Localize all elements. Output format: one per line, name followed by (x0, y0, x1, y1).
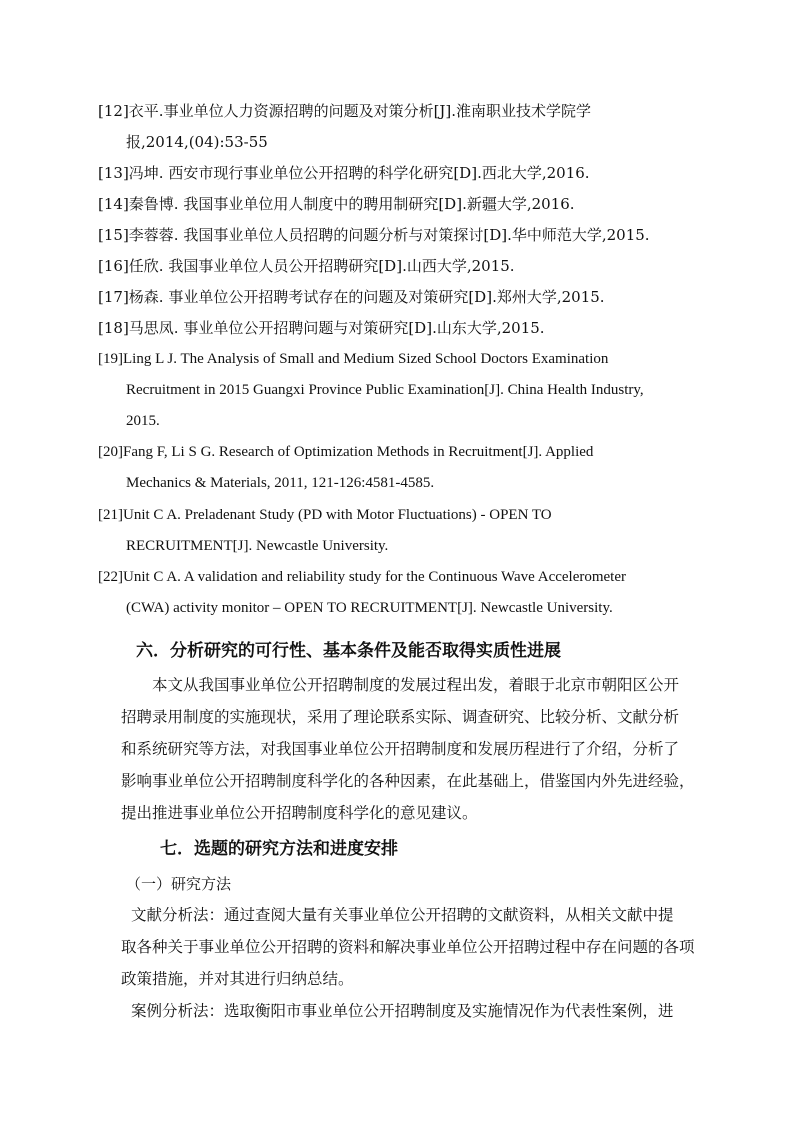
reference-number: [22] (98, 569, 123, 585)
reference-18 (98, 313, 698, 344)
reference-19 (98, 344, 698, 429)
reference-text-continued: 2015. (126, 413, 160, 429)
reference-number: [12] (98, 102, 129, 120)
section-7-paragraph-1-line: 政策措施，并对其进行归纳总结。 (121, 970, 354, 988)
reference-text: Ling L J. The Analysis of Small and Medium Sized School Doctors Examination (123, 351, 609, 367)
reference-22 (98, 562, 698, 616)
section-7-subheading: （一）研究方法 (126, 875, 232, 893)
reference-text: 冯坤. 西安市现行事业单位公开招聘的科学化研究[D].西北大学,2016. (128, 164, 590, 182)
reference-17 (98, 282, 698, 313)
reference-13 (98, 158, 698, 189)
section-7-heading: 七．选题的研究方法和进度安排 (160, 839, 398, 859)
reference-21 (98, 500, 698, 554)
reference-text-continued: 报,2014,(04):53-55 (126, 133, 268, 151)
reference-16 (98, 251, 698, 282)
section-7-paragraph-1-line: 文献分析法：通过查阅大量有关事业单位公开招聘的文献资料，从相关文献中提 (131, 906, 674, 924)
reference-text: Unit C A. Preladenant Study (PD with Motor Fluctuations) - OPEN TO (123, 507, 552, 523)
reference-text: 秦鲁博. 我国事业单位用人制度中的聘用制研究[D].新疆大学,2016. (128, 195, 575, 213)
reference-number: [17] (98, 288, 129, 306)
reference-text: Unit C A. A validation and reliability study for the Continuous Wave Accelerometer (123, 569, 627, 585)
reference-text: 马思凤. 事业单位公开招聘问题与对策研究[D].山东大学,2015. (128, 319, 545, 337)
reference-number: [13] (98, 164, 129, 182)
reference-text: 衣平.事业单位人力资源招聘的问题及对策分析[J].淮南职业技术学院学 (128, 102, 592, 120)
section-7-paragraph-1-line: 取各种关于事业单位公开招聘的资料和解决事业单位公开招聘过程中存在问题的各项 (121, 938, 695, 956)
section-6-paragraph-line: 招聘录用制度的实施现状，采用了理论联系实际、调查研究、比较分析、文献分析 (121, 708, 680, 726)
reference-number: [18] (98, 319, 129, 337)
reference-text: Fang F, Li S G. Research of Optimization Methods in Recruitment[J]. Applied (123, 444, 594, 460)
reference-12 (98, 96, 698, 151)
reference-text-continued: Mechanics & Materials, 2011, 121-126:4581-4585. (126, 475, 435, 491)
reference-text: 任欣. 我国事业单位人员公开招聘研究[D].山西大学,2015. (128, 257, 515, 275)
section-6-paragraph-line: 本文从我国事业单位公开招聘制度的发展过程出发，着眼于北京市朝阳区公开 (152, 676, 680, 694)
reference-text: 杨森. 事业单位公开招聘考试存在的问题及对策研究[D].郑州大学,2015. (128, 288, 605, 306)
reference-14 (98, 189, 698, 220)
reference-20 (98, 437, 698, 491)
reference-text-continued: RECRUITMENT[J]. Newcastle University. (126, 538, 389, 554)
reference-number: [16] (98, 257, 129, 275)
reference-number: [20] (98, 444, 123, 460)
section-6-heading: 六．分析研究的可行性、基本条件及能否取得实质性进展 (136, 641, 561, 661)
reference-number: [19] (98, 351, 123, 367)
reference-number: [15] (98, 226, 129, 244)
reference-text-continued: Recruitment in 2015 Guangxi Province Public Examination[J]. China Health Industry, (126, 382, 644, 398)
reference-number: [21] (98, 507, 123, 523)
reference-15 (98, 220, 698, 251)
section-6-paragraph-line: 和系统研究等方法，对我国事业单位公开招聘制度和发展历程进行了介绍，分析了 (121, 740, 680, 758)
reference-text-continued: (CWA) activity monitor – OPEN TO RECRUITMENT[J]. Newcastle University. (126, 600, 613, 616)
section-6-paragraph-line: 提出推进事业单位公开招聘制度科学化的意见建议。 (121, 804, 478, 822)
reference-text: 李蓉蓉. 我国事业单位人员招聘的问题分析与对策探讨[D].华中师范大学,2015. (128, 226, 650, 244)
section-7-paragraph-2-line: 案例分析法：选取衡阳市事业单位公开招聘制度及实施情况作为代表性案例，进 (131, 1002, 674, 1020)
section-6-paragraph-line: 影响事业单位公开招聘制度科学化的各种因素，在此基础上，借鉴国内外先进经验， (121, 772, 695, 790)
reference-number: [14] (98, 195, 129, 213)
